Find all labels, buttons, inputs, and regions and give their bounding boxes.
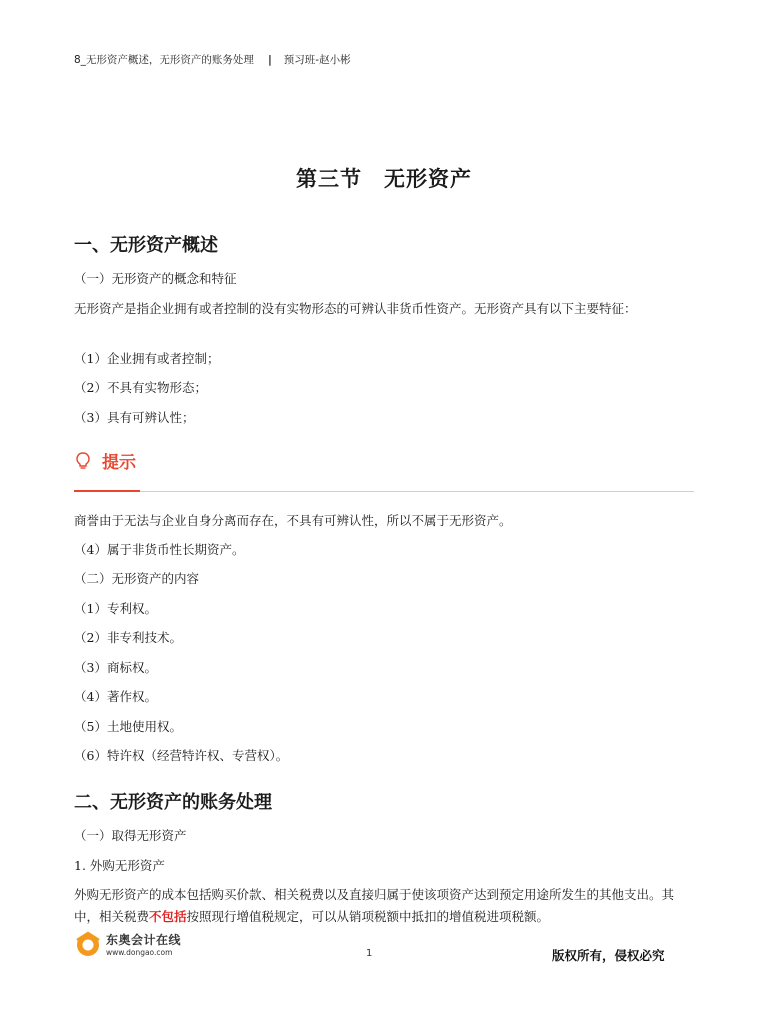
footer-logo bbox=[74, 930, 181, 958]
tip-divider bbox=[74, 491, 694, 492]
page-header bbox=[74, 52, 351, 67]
dongao-logo-icon bbox=[74, 930, 102, 958]
content-item-3: （3）商标权。 bbox=[74, 660, 157, 675]
content-item-5: （5）土地使用权。 bbox=[74, 719, 182, 734]
page-number: 1 bbox=[366, 948, 373, 959]
feature-item-4: （4）属于非货币性长期资产。 bbox=[74, 542, 245, 557]
feature-item-1: （1）企业拥有或者控制； bbox=[74, 351, 220, 366]
lightbulb-icon bbox=[74, 451, 92, 471]
subheading-concept: （一）无形资产的概念和特征 bbox=[74, 271, 237, 286]
header-separator: | bbox=[267, 54, 272, 66]
header-doc-title: 8_无形资产概述，无形资产的账务处理 bbox=[74, 54, 254, 66]
content-item-1: （1）专利权。 bbox=[74, 601, 157, 616]
definition-paragraph: 无形资产是指企业拥有或者控制的没有实物形态的可辨认非货币性资产。无形资产具有以下主要特征： bbox=[74, 301, 637, 316]
content-item-4: （4）著作权。 bbox=[74, 689, 157, 704]
content-item-6: （6）特许权（经营特许权、专营权）。 bbox=[74, 748, 289, 763]
tip-divider-accent bbox=[74, 490, 140, 492]
purchase-cost-text-b: 按照现行增值税规定，可以从销项税额中抵扣的增值税进项税额。 bbox=[186, 909, 550, 924]
logo-url: www.dongao.com bbox=[106, 948, 173, 957]
subheading-contents: （二）无形资产的内容 bbox=[74, 571, 200, 586]
feature-item-2: （2）不具有实物形态； bbox=[74, 380, 207, 395]
purchase-cost-text-a: 外购无形资产的成本包括购买价款、相关税费以及直接归属于使该项资产达到预定用途所发生的其他支出。其中，相关税费 bbox=[74, 887, 675, 924]
highlight-not-included: 不包括 bbox=[149, 909, 187, 924]
section2-heading: 二、无形资产的账务处理 bbox=[74, 792, 272, 813]
purchase-cost-paragraph bbox=[74, 884, 694, 928]
item-purchased-intangible: 1. 外购无形资产 bbox=[74, 858, 165, 873]
tip-callout bbox=[74, 448, 136, 473]
content-item-2: （2）非专利技术。 bbox=[74, 630, 182, 645]
copyright-notice: 版权所有，侵权必究 bbox=[552, 948, 665, 963]
tip-text: 商誉由于无法与企业自身分离而存在，不具有可辨认性，所以不属于无形资产。 bbox=[74, 513, 512, 528]
feature-item-3: （3）具有可辨认性； bbox=[74, 410, 195, 425]
page-title: 第三节 无形资产 bbox=[296, 167, 472, 191]
tip-label: 提示 bbox=[102, 453, 136, 473]
header-course: 预习班-赵小彬 bbox=[283, 54, 351, 66]
subheading-acquisition: （一）取得无形资产 bbox=[74, 828, 187, 843]
section1-heading: 一、无形资产概述 bbox=[74, 235, 218, 256]
logo-name: 东奥会计在线 bbox=[106, 933, 182, 947]
